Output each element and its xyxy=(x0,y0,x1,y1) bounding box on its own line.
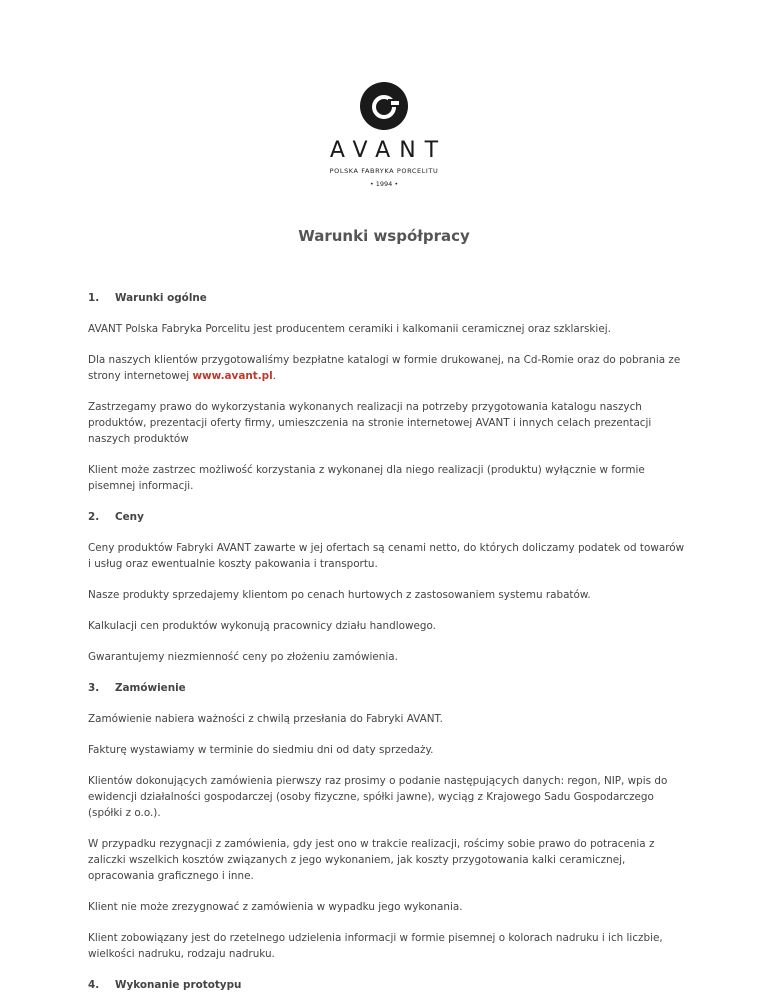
brand-logo xyxy=(0,80,768,188)
paragraph: Ceny produktów Fabryki AVANT zawarte w jej ofertach są cenami netto, do których doliczamy podatek od towarów i usług oraz ewentualnie koszty pakowania i transportu. xyxy=(88,542,685,570)
paragraph-suffix: . xyxy=(272,370,276,382)
paragraph: Klient zobowiązany jest do rzetelnego udzielenia informacji w formie pisemnej o kolorach nadruku i ich liczbie, wielkości nadruku, rodzaju nadruku. xyxy=(88,932,663,960)
paragraph: Klientów dokonujących zamówienia pierwszy raz prosimy o podanie następujących danych: regon, NIP, wpis do ewidencji działalności gospodarczej (osoby fizyczne, spółki jawne), wyciąg z Krajowego Sadu Gospodarczego (spółki z o.o.). xyxy=(88,775,668,819)
paragraph-text: Dla naszych klientów przygotowaliśmy bezpłatne katalogi w formie drukowanej, na Cd-Romie oraz do pobrania ze strony internetowej xyxy=(88,354,681,382)
paragraph: Klient może zastrzec możliwość korzystania z wykonanej dla niego realizacji (produktu) wyłącznie w formie pisemnej informacji. xyxy=(88,464,645,492)
website-link[interactable]: www.avant.pl xyxy=(192,370,273,382)
section-heading xyxy=(88,680,688,696)
section-heading xyxy=(88,290,688,306)
section-number: 1. xyxy=(88,292,100,304)
paragraph xyxy=(88,352,688,384)
section-heading xyxy=(88,509,688,525)
section-number: 2. xyxy=(88,511,100,523)
section-title: Warunki ogólne xyxy=(115,292,207,304)
brand-name: AVANT xyxy=(329,138,448,163)
paragraph: Gwarantujemy niezmienność ceny po złożeniu zamówienia. xyxy=(88,651,398,663)
paragraph: W przypadku rezygnacji z zamówienia, gdy jest ono w trakcie realizacji, rościmy sobie prawo do potracenia z zaliczki wszelkich kosztów związanych z jego wykonaniem, jak koszty przygotowania kalki ceramicznej, opracowania graficznego i inne. xyxy=(88,838,655,882)
paragraph: Zastrzegamy prawo do wykorzystania wykonanych realizacji na potrzeby przygotowania katalogu naszych produktów, prezentacji oferty firmy, umieszczenia na stronie internetowej AVANT i innych celach prezentacji naszych produktów xyxy=(88,401,652,445)
section-title: Zamówienie xyxy=(115,682,186,694)
paragraph: Klient nie może zrezygnować z zamówienia w wypadku jego wykonania. xyxy=(88,901,463,913)
paragraph: Nasze produkty sprzedajemy klientom po cenach hurtowych z zastosowaniem systemu rabatów. xyxy=(88,589,591,601)
section-number: 4. xyxy=(88,979,100,991)
brand-year: • 1994 • xyxy=(369,180,399,188)
page-title: Warunki współpracy xyxy=(298,227,470,245)
paragraph: AVANT Polska Fabryka Porcelitu jest producentem ceramiki i kalkomanii ceramicznej oraz szklarskiej. xyxy=(88,323,611,335)
brand-tagline: POLSKA FABRYKA PORCELITU xyxy=(329,167,439,175)
section-heading xyxy=(88,977,688,993)
paragraph: Kalkulacji cen produktów wykonują pracownicy działu handlowego. xyxy=(88,620,436,632)
cup-logo-icon xyxy=(358,80,410,132)
paragraph: Fakturę wystawiamy w terminie do siedmiu dni od daty sprzedaży. xyxy=(88,744,434,756)
section-title: Wykonanie prototypu xyxy=(115,979,242,991)
document-body xyxy=(88,290,688,1008)
section-number: 3. xyxy=(88,682,100,694)
paragraph: Zamówienie nabiera ważności z chwilą przesłania do Fabryki AVANT. xyxy=(88,713,443,725)
section-title: Ceny xyxy=(115,511,144,523)
